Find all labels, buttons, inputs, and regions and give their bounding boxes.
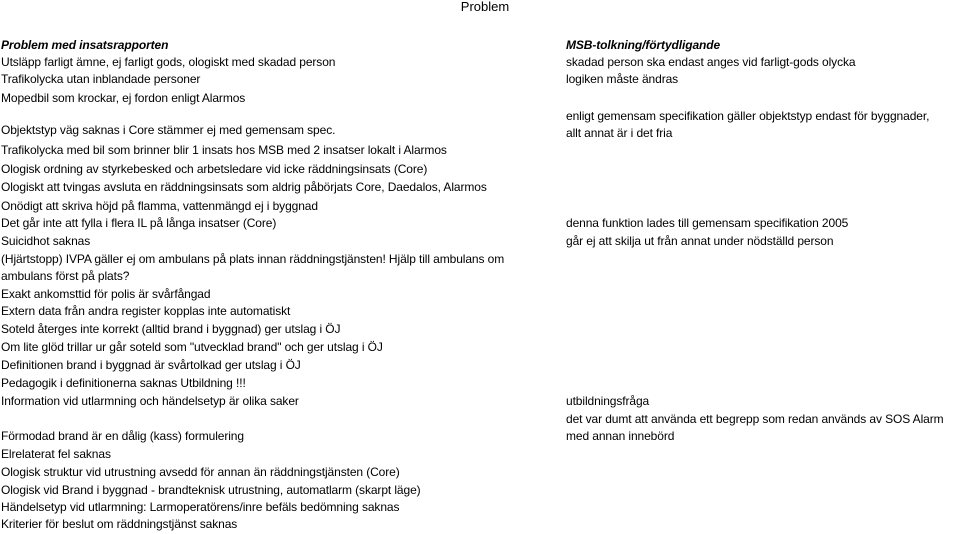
interpretation-line: går ej att skilja ut från annat under nödställd person <box>566 234 834 248</box>
problem-line: Utsläpp farligt ämne, ej farligt gods, ologiskt med skadad person <box>1 55 336 69</box>
interpretation-line: allt annat är i det fria <box>566 126 673 140</box>
problem-line: ambulans först på plats? <box>1 269 130 283</box>
problem-line: Trafikolycka med bil som brinner blir 1 insats hos MSB med 2 insatser lokalt i Alarmos <box>1 143 447 157</box>
interpretation-line: med annan innebörd <box>566 429 675 443</box>
problem-line: Information vid utlarmning och händelsetyp är olika saker <box>1 394 299 408</box>
problem-line: Om lite glöd trillar ur går soteld som "utvecklad brand" och ger utslag i ÖJ <box>1 340 383 354</box>
problem-line: Exakt ankomsttid för polis är svårfångad <box>1 287 211 301</box>
problem-line: Extern data från andra register kopplas inte automatiskt <box>1 304 291 318</box>
problem-heading: Problem med insatsrapporten <box>1 38 169 52</box>
problem-line: Onödigt att skriva höjd på flamma, vattenmängd ej i byggnad <box>1 199 318 213</box>
problem-line: Förmodad brand är en dålig (kass) formulering <box>1 429 244 443</box>
problem-line: Ologiskt att tvingas avsluta en räddningsinsats som aldrig påbörjats Core, Daedalos, Alarmos <box>1 180 487 194</box>
problem-line: (Hjärtstopp) IVPA gäller ej om ambulans på plats innan räddningstjänsten! Hjälp till ambulans om <box>1 252 505 266</box>
problem-line: Objektstyp väg saknas i Core stämmer ej med gemensam spec. <box>1 123 336 137</box>
problem-line: Suicidhot saknas <box>1 234 91 248</box>
problem-line: Soteld återges inte korrekt (alltid brand i byggnad) ger utslag i ÖJ <box>1 322 341 336</box>
problem-line: Det går inte att fylla i flera IL på långa insatser (Core) <box>1 216 277 230</box>
problem-line: Ologisk ordning av styrkebesked och arbetsledare vid icke räddningsinsats (Core) <box>1 162 428 176</box>
problem-line: Pedagogik i definitionerna saknas Utbildning !!! <box>1 376 246 390</box>
problem-line: Ologisk struktur vid utrustning avsedd för annan än räddningstjänsten (Core) <box>1 465 400 479</box>
interpretation-line: denna funktion lades till gemensam specifikation 2005 <box>566 216 849 230</box>
problem-line: Trafikolycka utan inblandade personer <box>1 72 201 86</box>
problem-line: Mopedbil som krockar, ej fordon enligt Alarmos <box>1 91 246 105</box>
interpretation-heading: MSB-tolkning/förtydligande <box>566 38 721 52</box>
page-title: Problem <box>460 0 510 14</box>
problem-line: Händelsetyp vid utlarmning: Larmoperatörens/inre befäls bedömning saknas <box>1 500 400 514</box>
problem-line: Kriterier för beslut om räddningstjänst saknas <box>1 517 238 531</box>
interpretation-line: utbildningsfråga <box>566 394 650 408</box>
interpretation-line: skadad person ska endast anges vid farligt-gods olycka <box>566 55 856 69</box>
interpretation-line: enligt gemensam specifikation gäller objektstyp endast för byggnader, <box>566 109 930 123</box>
problem-line: Definitionen brand i byggnad är svårtolkad ger utslag i ÖJ <box>1 358 301 372</box>
problem-line: Ologisk vid Brand i byggnad - brandteknisk utrustning, automatlarm (skarpt läge) <box>1 483 421 497</box>
problem-line: Elrelaterat fel saknas <box>1 447 111 461</box>
interpretation-line: logiken måste ändras <box>566 72 679 86</box>
interpretation-line: det var dumt att använda ett begrepp som redan används av SOS Alarm <box>566 412 944 426</box>
